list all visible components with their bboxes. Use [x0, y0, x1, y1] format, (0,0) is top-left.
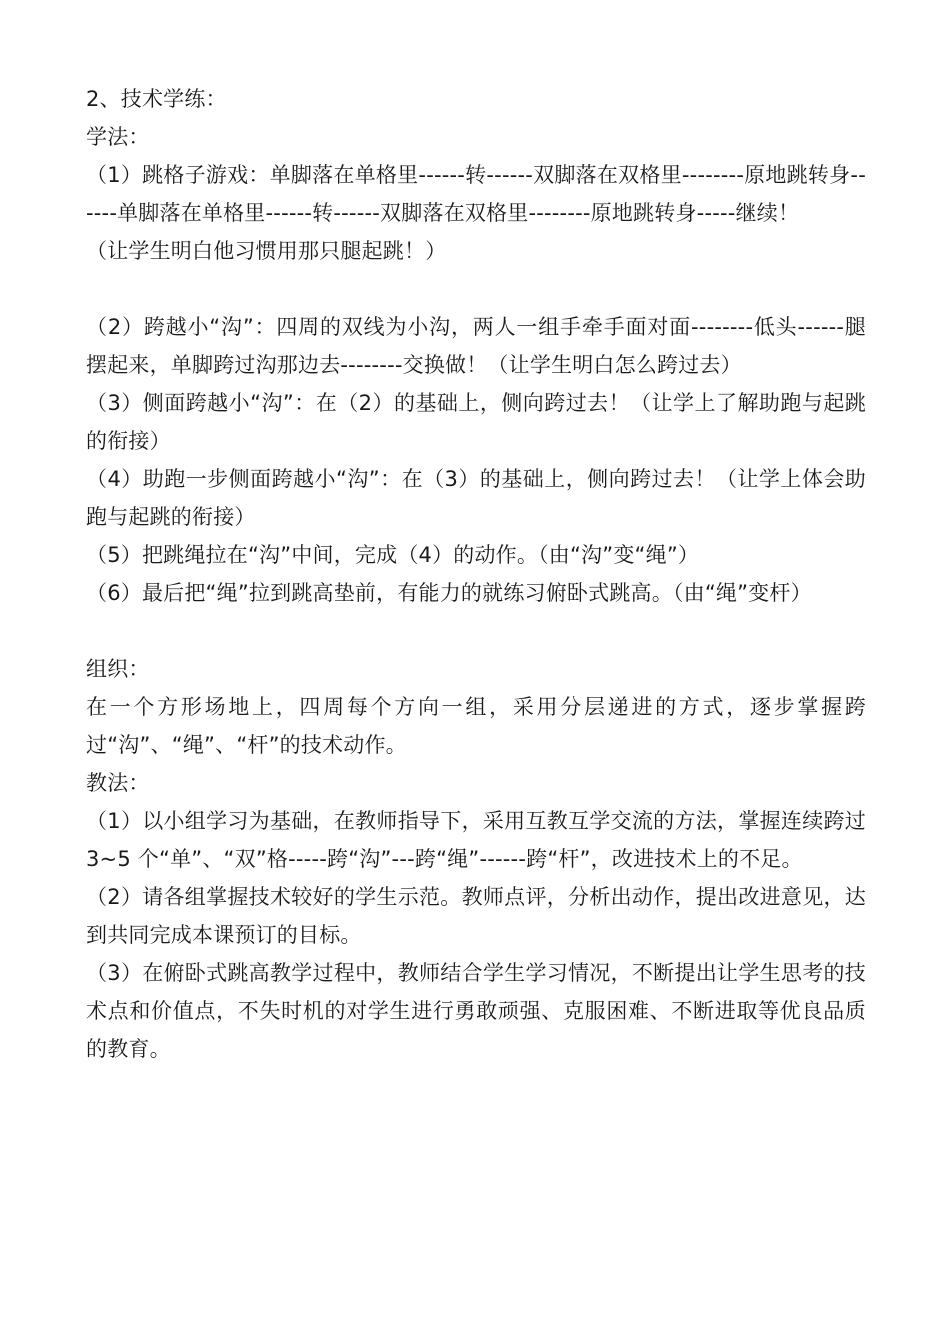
paragraph-gap	[86, 612, 866, 650]
study-method-item-5: （5）把跳绳拉在“沟”中间，完成（4）的动作。（由“沟”变“绳”）	[86, 543, 700, 567]
section-title: 2、技术学练：	[86, 87, 227, 111]
teaching-method-item-3: （3）在俯卧式跳高教学过程中，教师结合学生学习情况，不断提出让学生思考的技术点和价值点，不失时机的对学生进行勇敢顽强、克服困难、不断进取等优良品质的教育。	[86, 961, 866, 1061]
teaching-method-item-1: （1）以小组学习为基础，在教师指导下，采用互教互学交流的方法，掌握连续跨过 3~5 个“单”、“双”格-----跨“沟”---跨“绳”------跨“杆”，改进技术上的不足。	[86, 809, 866, 871]
document-page	[86, 80, 866, 1068]
organization-label: 组织：	[86, 657, 150, 681]
teaching-method-label: 教法：	[86, 771, 150, 795]
paragraph-gap	[86, 270, 866, 308]
study-method-note-1: （让学生明白他习惯用那只腿起跳！）	[86, 239, 447, 263]
study-method-item-4: （4）助跑一步侧面跨越小“沟”：在（3）的基础上，侧向跨过去！（让学上体会助跑与起跳的衔接）	[86, 467, 866, 529]
study-method-item-1: （1）跳格子游戏：单脚落在单格里------转------双脚落在双格里--------原地跳转身------单脚落在单格里------转------双脚落在双格里--------原地跳转身-----继续！	[86, 163, 866, 225]
teaching-method-item-2: （2）请各组掌握技术较好的学生示范。教师点评，分析出动作，提出改进意见，达到共同完成本课预订的目标。	[86, 885, 866, 947]
study-method-item-6: （6）最后把“绳”拉到跳高垫前，有能力的就练习俯卧式跳高。（由“绳”变杆）	[86, 581, 812, 605]
organization-text: 在一个方形场地上，四周每个方向一组，采用分层递进的方式，逐步掌握跨过“沟”、“绳”、“杆”的技术动作。	[86, 695, 866, 757]
study-method-label: 学法：	[86, 125, 150, 149]
study-method-item-3: （3）侧面跨越小“沟”：在（2）的基础上，侧向跨过去！（让学上了解助跑与起跳的衔接）	[86, 391, 866, 453]
study-method-item-2: （2）跨越小“沟”：四周的双线为小沟，两人一组手牵手面对面--------低头------腿摆起来，单脚跨过沟那边去--------交换做！（让学生明白怎么跨过去）	[86, 315, 866, 377]
